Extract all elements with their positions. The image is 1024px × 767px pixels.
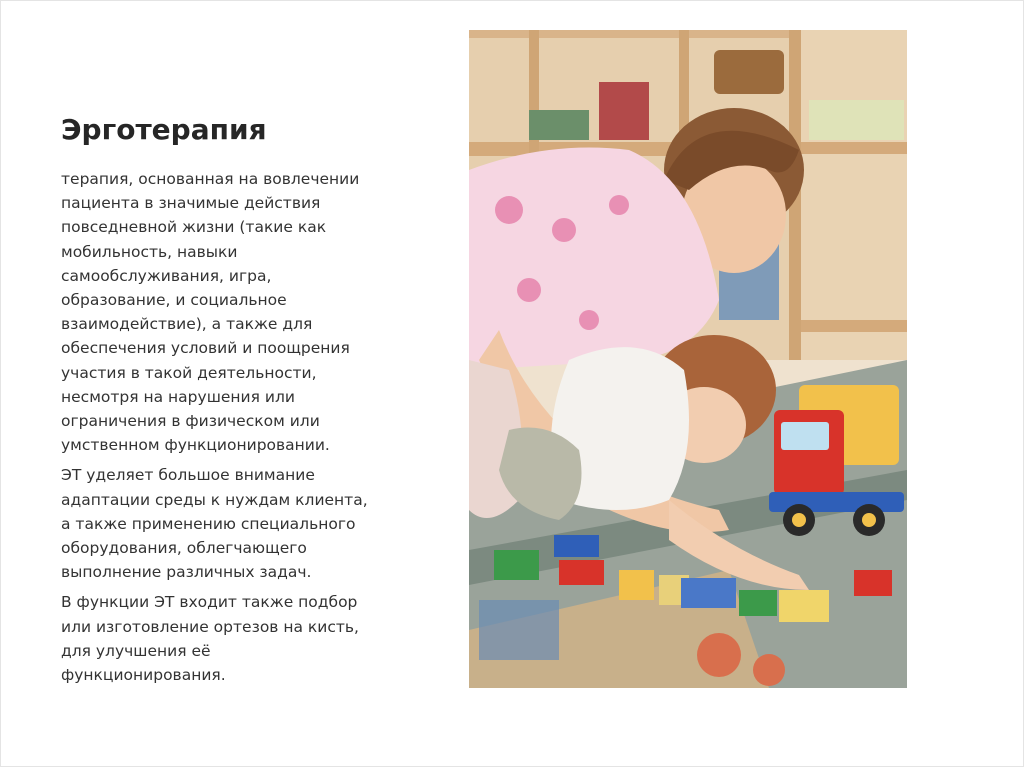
photo-therapist-child [469, 30, 907, 688]
text-line: ограничения в физическом или [61, 412, 320, 431]
text-line: самообслуживания, игра, [61, 266, 272, 285]
top-pattern [609, 195, 629, 215]
text-line: для улучшения её [61, 641, 211, 660]
block-yellow [619, 570, 654, 600]
text-line: обеспечения условий и поощрения [61, 339, 350, 358]
block-red [854, 570, 892, 596]
block-green [494, 550, 539, 580]
carpet-balloon [697, 633, 741, 677]
shelf-tray [809, 100, 904, 140]
top-pattern [579, 310, 599, 330]
paragraph-environment [61, 463, 391, 584]
block-blue [681, 578, 736, 608]
block-red [559, 560, 604, 585]
truck-hub [792, 513, 806, 527]
paragraph-definition [61, 167, 391, 457]
truck-window [781, 422, 829, 450]
top-pattern [495, 196, 523, 224]
truck-hub [862, 513, 876, 527]
text-line: пациента в значимые действия [61, 194, 321, 213]
shelf-board [801, 320, 907, 332]
text-line: В функции ЭТ входит также подбор [61, 593, 358, 612]
page-title: Эрготерапия [61, 113, 267, 146]
block-yellow [779, 590, 829, 622]
carpet-balloon [753, 654, 785, 686]
top-pattern [552, 218, 576, 242]
text-line: адаптации среды к нуждам клиента, [61, 490, 368, 509]
text-line: взаимодействие), а также для [61, 315, 313, 334]
shelf-right [801, 30, 907, 360]
carpet-building [479, 600, 559, 660]
shelf-divider [529, 30, 539, 160]
text-line: терапия, основанная на вовлечении [61, 170, 360, 188]
text-line: образование, и социальное [61, 291, 287, 310]
text-line: несмотря на нарушения или [61, 387, 295, 406]
text-line: ЭТ уделяет большое внимание [61, 466, 315, 485]
text-line: оборудования, облегчающего [61, 539, 307, 558]
body-text [61, 167, 391, 693]
paragraph-orthoses [61, 590, 391, 687]
text-line: повседневной жизни (такие как [61, 218, 327, 237]
block-green [739, 590, 777, 616]
shelf-box [599, 82, 649, 140]
top-pattern [517, 278, 541, 302]
shelf-basket [714, 50, 784, 94]
text-line: мобильность, навыки [61, 242, 238, 261]
text-line: выполнение различных задач. [61, 563, 312, 582]
text-line: участия в такой деятельности, [61, 363, 317, 382]
shelf-board [801, 142, 907, 154]
block-blue [554, 535, 599, 557]
text-line: а также применению специального [61, 514, 356, 533]
photo-therapist-child-playing-icon [469, 30, 907, 688]
text-line: функционирования. [61, 666, 226, 685]
text-line: умственном функционировании. [61, 436, 330, 455]
shelf-box [529, 110, 589, 140]
text-line: или изготовление ортезов на кисть, [61, 617, 359, 636]
